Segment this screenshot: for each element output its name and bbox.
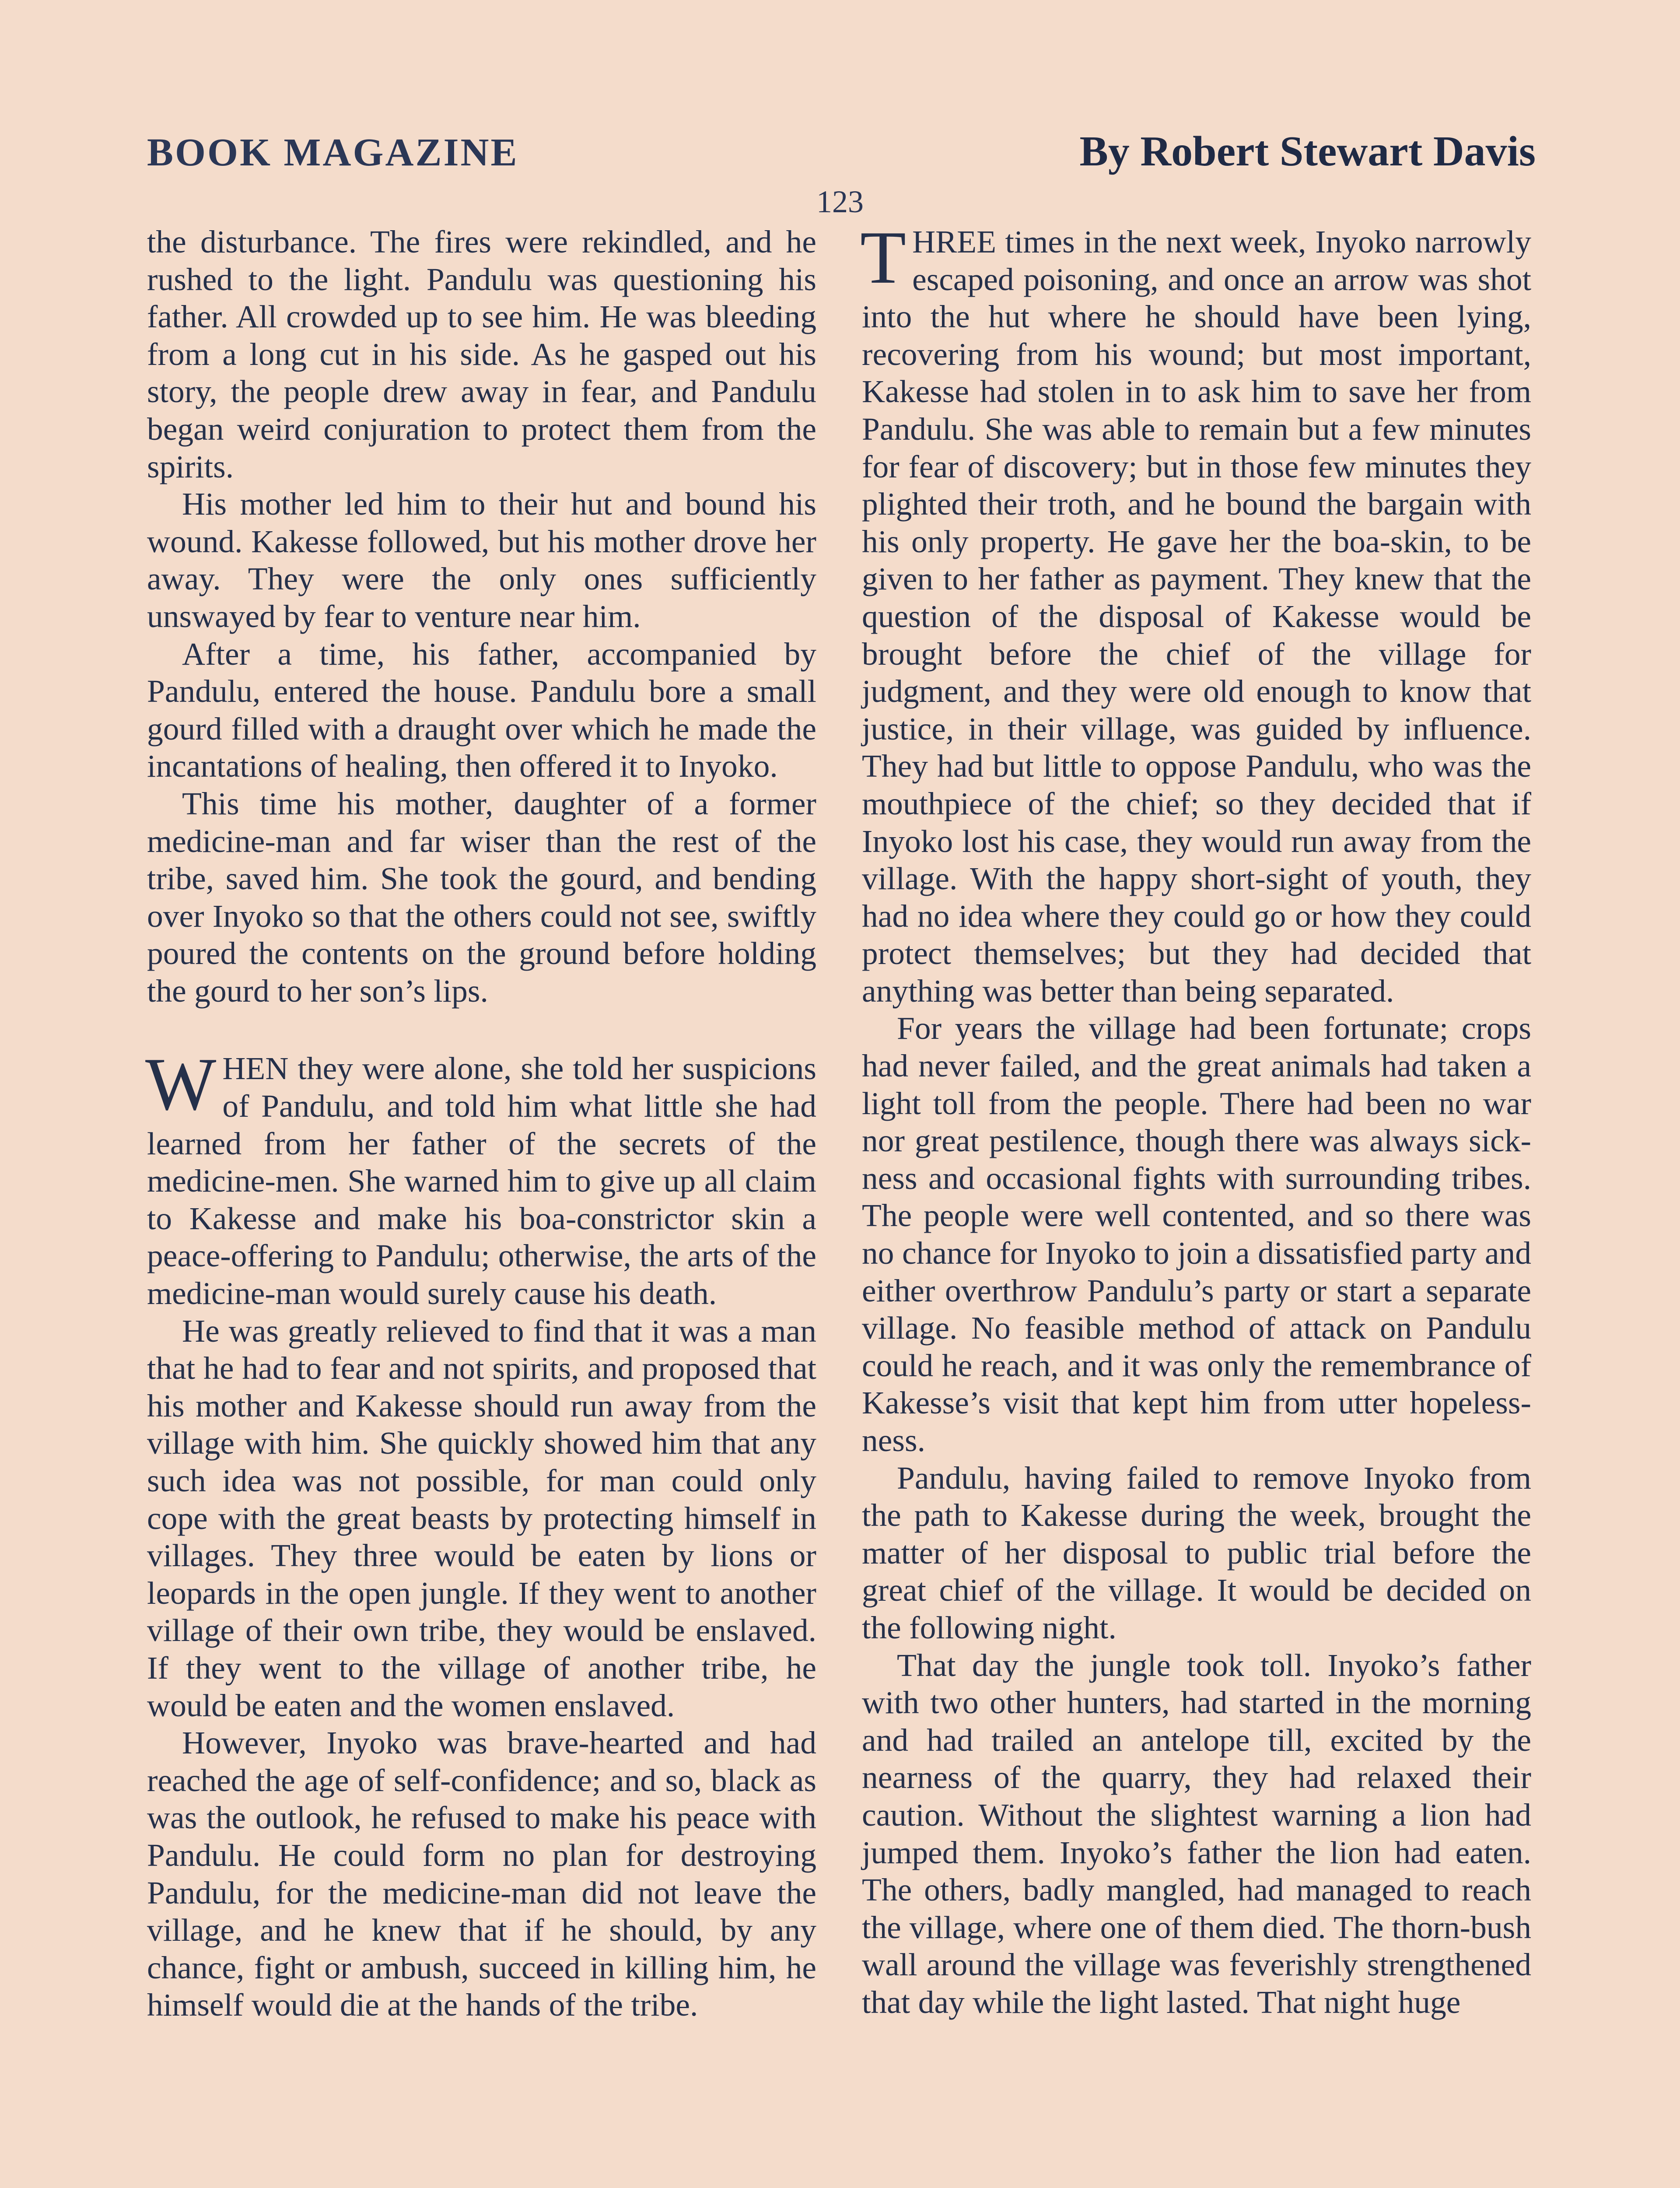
- paragraph: This time his mother, daughter of a former medicine-man and far wiser than the rest of the tribe, saved him. She took the gourd, and bending over Inyoko so that the others could not see, swiftly poured the contents on the ground before holding the gourd to her son’s lips.: [147, 785, 816, 1009]
- section-start-paragraph: [145, 1043, 816, 1312]
- paragraph: For years the village had been fortunate; crops had never failed, and the great animals had taken a light toll from the people. There had been no war nor great pestilence, though there was always sickness and occasional fights with surrounding tribes. The people were well contented, and so there was no chance for Inyoko to join a dissatisfied party and either overthrow Pandulu’s party or start a separate village. No feasible method of attack on Pandulu could he reach, and it was only the remembrance of Kakesse’s visit that kept him from utter hopelessness.: [862, 1010, 1531, 1458]
- magazine-title: BOOK MAGAZINE: [147, 131, 519, 174]
- paragraph: the disturbance. The fires were rekindled, and he rushed to the light. Pandulu was questioning his father. All crowded up to see him. He was bleeding from a long cut in his side. As he gasped out his story, the people drew away in fear, and Pandulu began weird conjuration to protect them from the spirits.: [147, 224, 816, 484]
- right-column: [860, 216, 1531, 2021]
- page-number: 123: [816, 184, 864, 219]
- drop-cap: W: [145, 1043, 217, 1126]
- paragraph: His mother led him to their hut and bound his wound. Kakesse followed, but his mother drove her away. They were the only ones sufficiently unswayed by fear to venture near him.: [147, 486, 816, 634]
- paragraph-text: HREE times in the next week, Inyoko narrowly escaped poisoning, and once an arrow was shot into the hut where he should have been lying, recovering from his wound; but most important, Kakesse had stolen in to ask him to save her from Pandulu. She was able to remain but a few minutes for fear of discovery; but in those few minutes they plighted their troth, and he bound the bargain with his only property. He gave her the boa-skin, to be given to her father as payment. They knew that the question of the disposal of Kakesse would be brought before the chief of the village for judgment, and they were old enough to know that justice, in their village, was guided by influence. They had but little to oppose Pandulu, who was the mouthpiece of the chief; so they decided that if Inyoko lost his case, they would run away from the village. With the happy short-sight of youth, they had no idea where they could go or how they could protect themselves; but they had decided that anything was better than being separated.: [862, 224, 1531, 1009]
- paragraph: That day the jungle took toll. Inyoko’s father with two other hunters, had started in the morning and had trailed an antelope till, excited by the nearness of the quarry, they had relaxed their caution. Without the slightest warning a lion had jumped them. Inyoko’s father the lion had eaten. The others, badly mangled, had managed to reach the village, where one of them died. The thorn-bush wall around the village was feverishly strengthened that day while the light lasted. That night huge: [862, 1647, 1531, 2020]
- section-start-paragraph: [860, 216, 1531, 1010]
- paragraph: He was greatly relieved to find that it was a man that he had to fear and not spirits, and proposed that his mother and Kakesse should run away from the village with him. She quickly showed him that any such idea was not possible, for man could only cope with the great beasts by protecting himself in villages. They three would be eaten by lions or leopards in the open jungle. If they went to another village of their own tribe, they would be enslaved. If they went to the village of another tribe, he would be eaten and the women enslaved.: [147, 1313, 816, 1723]
- left-column: [147, 223, 816, 2024]
- paragraph-text: HEN they were alone, she told her suspicions of Pandulu, and told him what little she had learned from her father of the secrets of the medicine-men. She warned him to give up all claim to Kakesse and make his boa-constrictor skin a peace-offering to Pandulu; otherwise, the arts of the medicine-man would surely cause his death.: [147, 1051, 816, 1311]
- paragraph: After a time, his father, accompanied by Pandulu, entered the house. Pandulu bore a small gourd filled with a draught over which he made the incantations of healing, then offered it to Inyoko.: [147, 636, 816, 784]
- paragraph: Pandulu, having failed to remove Inyoko from the path to Kakesse during the week, brought the matter of her disposal to public trial before the great chief of the village. It would be decided on the following night.: [862, 1460, 1531, 1645]
- drop-cap: T: [860, 216, 906, 299]
- page-header: [147, 127, 1536, 184]
- author-byline: By Robert Stewart Davis: [1079, 128, 1536, 175]
- paragraph: However, Inyoko was brave-hearted and had reached the age of self-confidence; and so, black as was the outlook, he refused to make his peace with Pandulu. He could form no plan for destroying Pandulu, for the medicine-man did not leave the village, and he knew that if he should, by any chance, fight or ambush, succeed in killing him, he himself would die at the hands of the tribe.: [147, 1725, 816, 2023]
